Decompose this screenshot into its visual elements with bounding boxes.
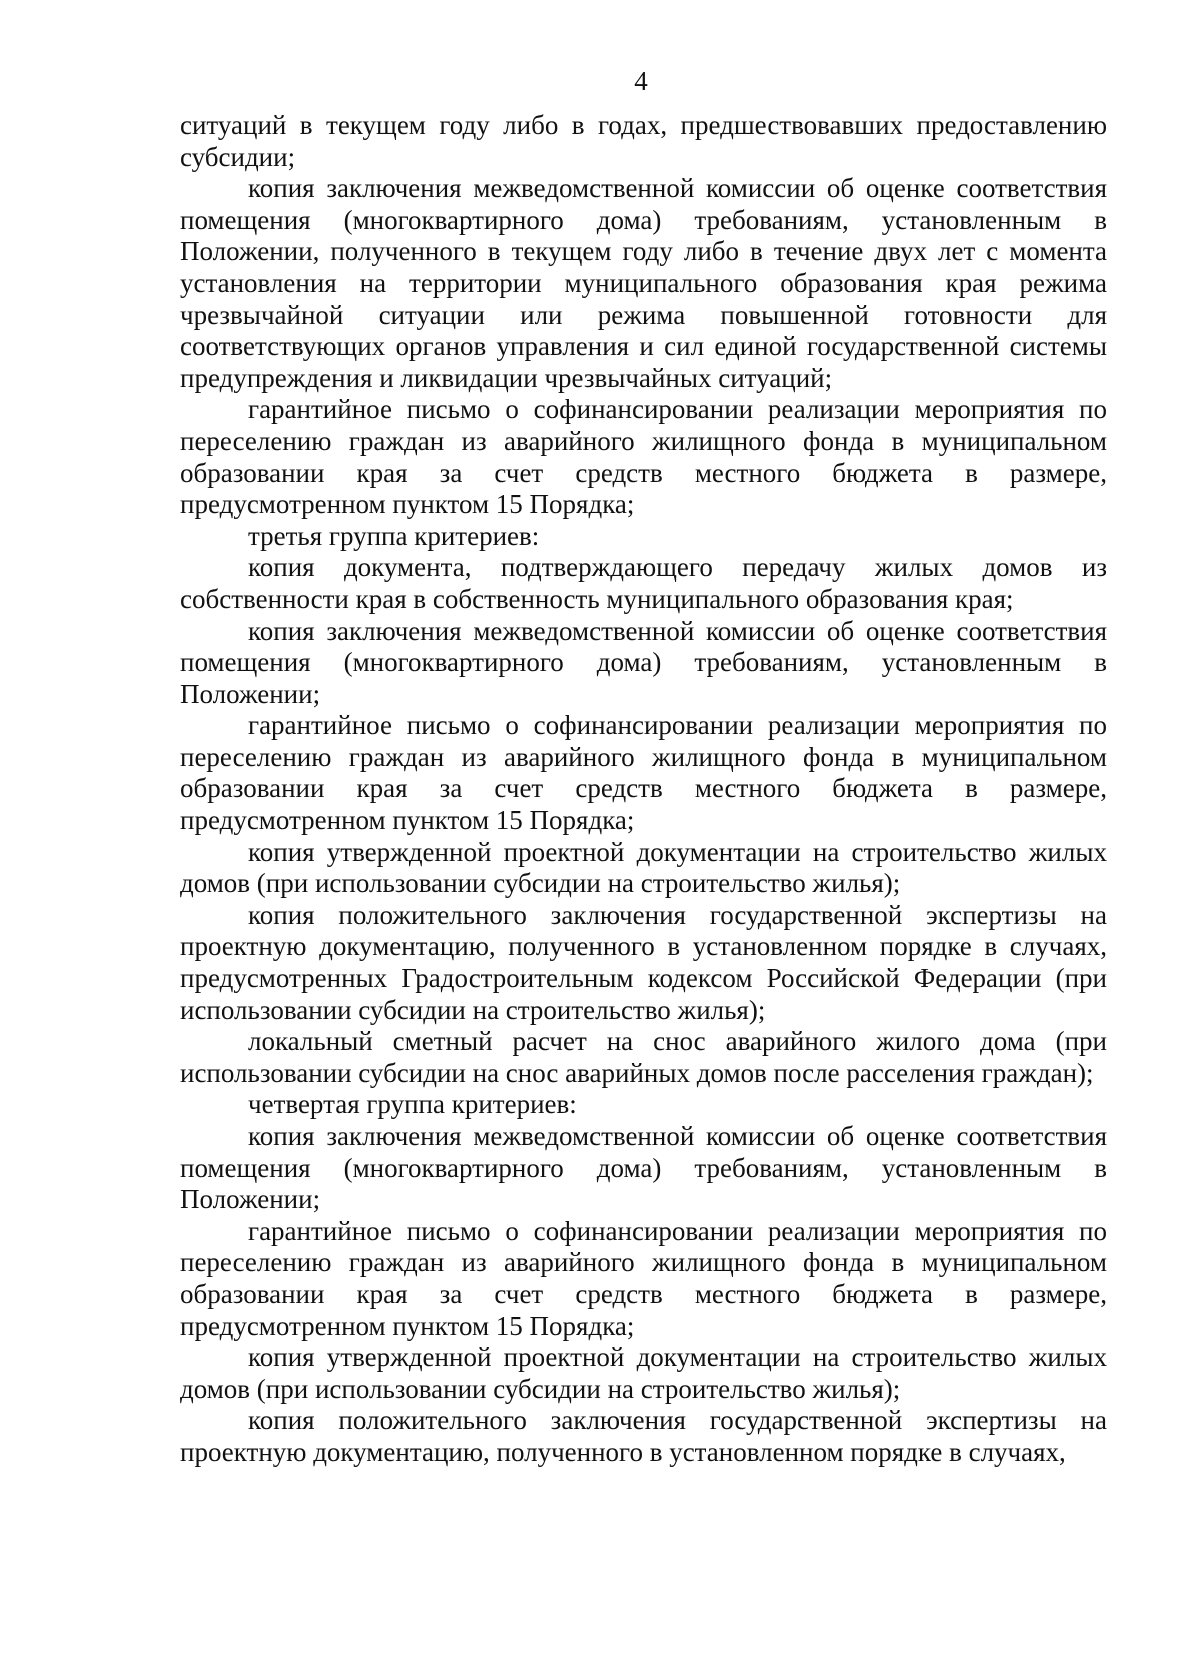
section-heading: четвертая группа критериев:: [248, 1089, 577, 1120]
paragraph: копия утвержденной проектной документации на строительство жилых домов (при использовании субсидии на строительство жилья);: [180, 836, 1107, 899]
paragraph: локальный сметный расчет на снос аварийного жилого дома (при использовании субсидии на снос аварийных домов после расселения граждан);: [180, 1026, 1107, 1088]
document-body: [180, 110, 1107, 1469]
paragraph: копия положительного заключения государственной экспертизы на проектную документацию, полученного в установленном порядке в случаях,: [180, 1405, 1107, 1467]
paragraph: копия заключения межведомственной комиссии об оценке соответствия помещения (многоквартирного дома) требованиям, установленным в Положении, полученного в текущем году либо в течение двух лет с момента установления на территории муниципального образования края режима чрезвычайной ситуации или режима повышенной готовности для соответствующих органов управления и сил единой государственной системы предупреждения и ликвидации чрезвычайных ситуаций;: [180, 173, 1107, 393]
paragraph: гарантийное письмо о софинансировании реализации мероприятия по переселению граждан из аварийного жилищного фонда в муниципальном образовании края за счет средств местного бюджета в размере, предусмотренном пунктом 15 Порядка;: [180, 1215, 1107, 1341]
paragraph: гарантийное письмо о софинансировании реализации мероприятия по переселению граждан из аварийного жилищного фонда в муниципальном образовании края за счет средств местного бюджета в размере, предусмотренном пунктом 15 Порядка;: [180, 394, 1107, 520]
page-number: 4: [634, 66, 648, 96]
paragraph: копия утвержденной проектной документации на строительство жилых домов (при использовании субсидии на строительство жилья);: [180, 1342, 1107, 1404]
paragraph: копия положительного заключения государственной экспертизы на проектную документацию, полученного в установленном порядке в случаях, предусмотренных Градостроительным кодексом Российской Федерации (при использовании субсидии на строительство жилья);: [180, 899, 1107, 1025]
paragraph: гарантийное письмо о софинансировании реализации мероприятия по переселению граждан из аварийного жилищного фонда в муниципальном образовании края за счет средств местного бюджета в размере, предусмотренном пунктом 15 Порядка;: [180, 710, 1107, 836]
section-heading: третья группа критериев:: [248, 520, 540, 551]
paragraph: копия заключения межведомственной комиссии об оценке соответствия помещения (многоквартирного дома) требованиям, установленным в Положении;: [180, 615, 1107, 709]
paragraph: копия заключения межведомственной комиссии об оценке соответствия помещения (многоквартирного дома) требованиям, установленным в Положении;: [180, 1121, 1107, 1215]
paragraph: ситуаций в текущем году либо в годах, предшествовавших предоставлению субсидии;: [180, 110, 1107, 172]
paragraph: копия документа, подтверждающего передачу жилых домов из собственности края в собственность муниципального образования края;: [180, 552, 1107, 614]
